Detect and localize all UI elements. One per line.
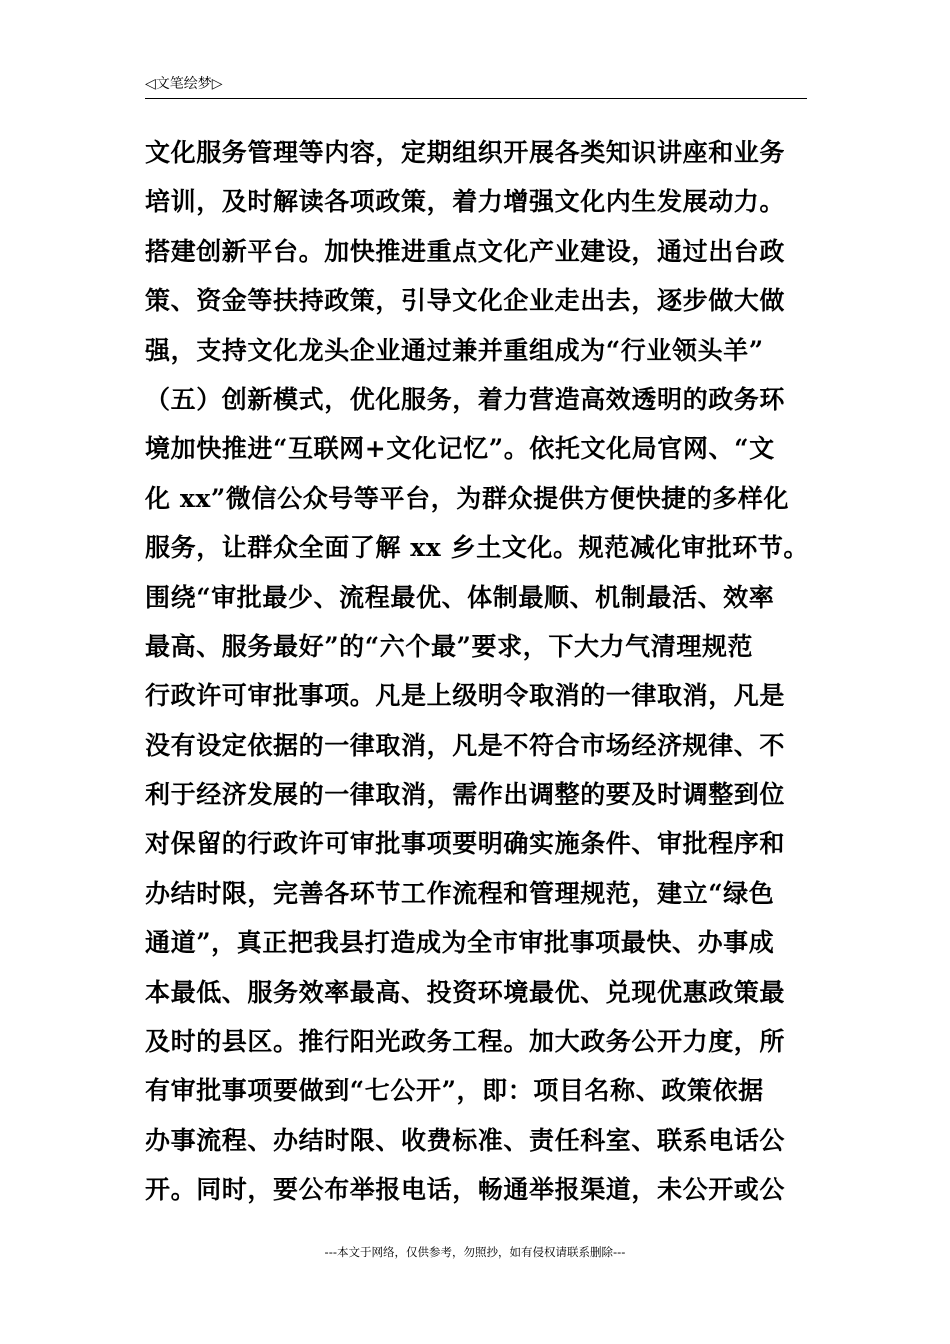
- text-line: 境加快推进“互联网+文化记忆”。依托文化局官网、“文: [145, 434, 775, 464]
- text-line: 搭建创新平台。加快推进重点文化产业建设，通过出台政: [145, 236, 786, 266]
- text-line: 本最低、服务效率最高、投资环境最优、兑现优惠政策最: [145, 977, 786, 1007]
- text-line: （五）创新模式，优化服务，着力营造高效透明的政务环: [145, 384, 786, 414]
- text-line: 对保留的行政许可审批事项要明确实施条件、审批程序和: [145, 829, 786, 859]
- text-line: 文化服务管理等内容，定期组织开展各类知识讲座和业务: [145, 138, 786, 167]
- text-line: 办事流程、办结时限、收费标准、责任科室、联系电话公: [145, 1125, 786, 1155]
- text-line: 办结时限，完善各环节工作流程和管理规范，建立“绿色: [145, 878, 775, 908]
- text-line: 有审批事项要做到“七公开”，即：项目名称、政策依据: [145, 1076, 764, 1106]
- document-body: [145, 128, 810, 1215]
- text-line: 策、资金等扶持政策，引导文化企业走出去，逐步做大做: [145, 286, 786, 316]
- text-line: 没有设定依据的一律取消，凡是不符合市场经济规律、不: [145, 730, 786, 760]
- text-line: 及时的县区。推行阳光政务工程。加大政务公开力度，所: [145, 1027, 786, 1057]
- text-line: 围绕“审批最少、流程最优、体制最顺、机制最活、效率: [145, 582, 775, 612]
- text-line: 利于经济发展的一律取消，需作出调整的要及时调整到位: [145, 780, 786, 810]
- text-line: 行政许可审批事项。凡是上级明令取消的一律取消，凡是: [145, 681, 786, 711]
- header-title: ◁文笔绘梦▷: [145, 76, 223, 92]
- page-header: [145, 70, 807, 99]
- text-line: 通道”，真正把我县打造成为全市审批事项最快、办事成: [145, 928, 775, 958]
- text-line: 强，支持文化龙头企业通过兼并重组成为“行业领头羊”: [145, 335, 764, 365]
- text-line: 最高、服务最好”的“六个最”要求，下大力气清理规范: [145, 631, 754, 661]
- page-footer: ---本文于网络，仅供参考，勿照抄，如有侵权请联系删除---: [324, 1245, 626, 1259]
- text-line: 开。同时，要公布举报电话，畅通举报渠道，未公开或公: [145, 1175, 786, 1205]
- text-line: 培训，及时解读各项政策，着力增强文化内生发展动力。: [145, 187, 786, 217]
- text-line: 服务，让群众全面了解 xx 乡土文化。规范减化审批环节。: [145, 533, 810, 563]
- text-line: 化 xx”微信公众号等平台，为群众提供方便快捷的多样化: [145, 483, 790, 513]
